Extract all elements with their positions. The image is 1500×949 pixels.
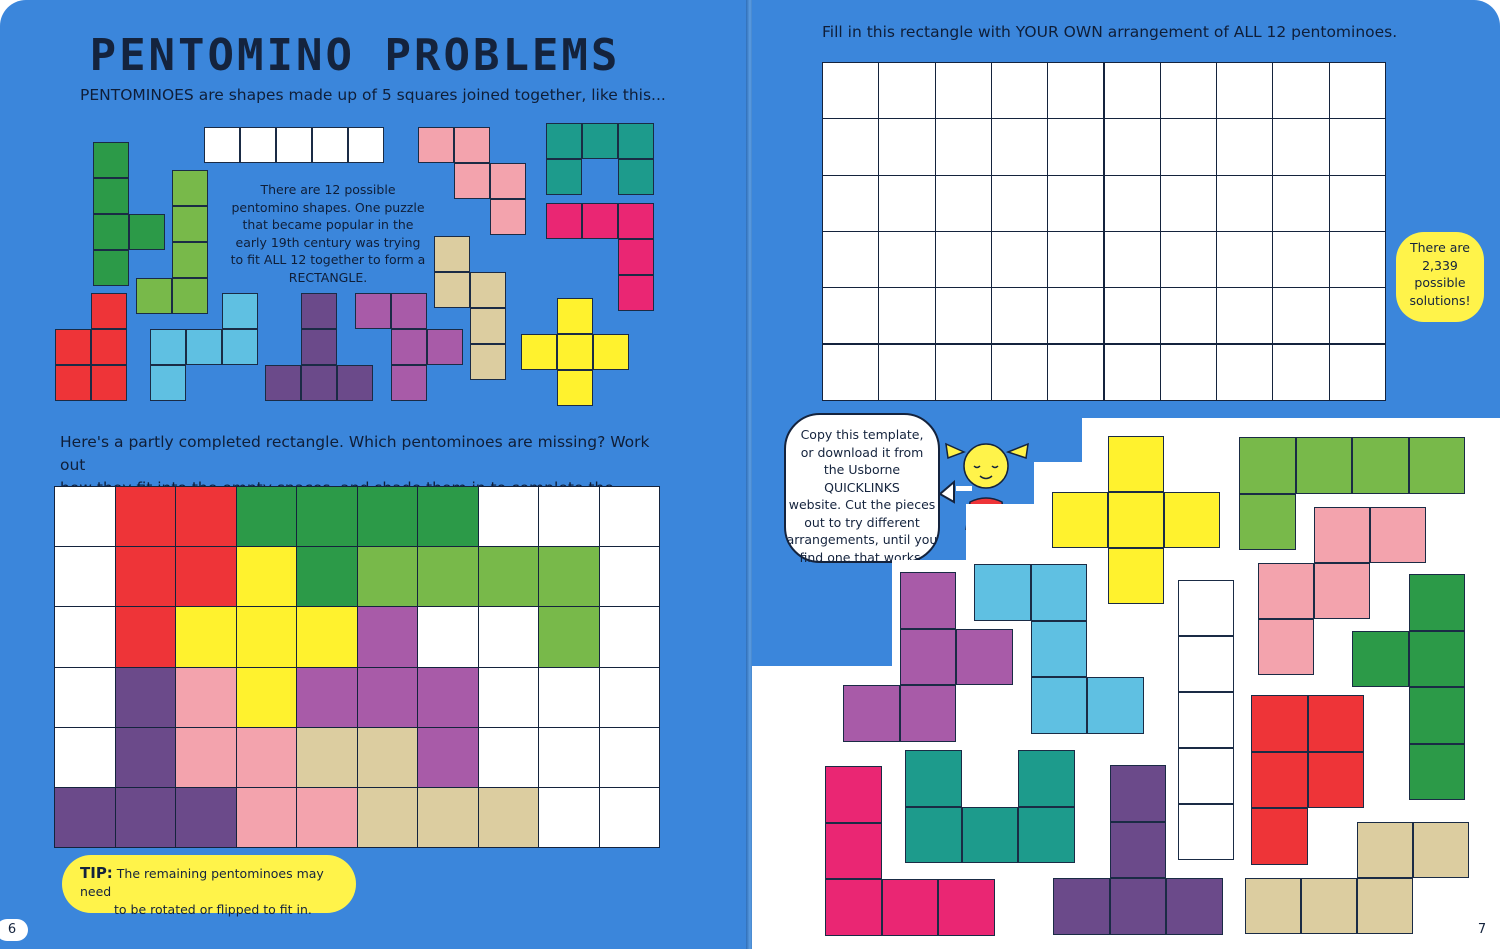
template-instructions: Fill in this rectangle with YOUR OWN arrangement of ALL 12 pentominoes. <box>822 23 1398 41</box>
pentomino-square <box>1409 437 1466 494</box>
pentomino-square <box>1314 563 1370 619</box>
pentomino-square <box>348 127 384 163</box>
pentomino-square <box>222 293 258 329</box>
page-title: PENTOMINO PROBLEMS <box>89 30 621 81</box>
pentomino-note: There are 12 possible pentomino shapes. One puzzle that became popular in the early 19th century was trying to fit ALL 12 together to form a RECTANGLE. <box>230 182 426 285</box>
speech-line-4: website. Cut the pieces <box>788 497 936 512</box>
grid-cell <box>599 787 661 848</box>
pentomino-square <box>1178 692 1234 748</box>
pentomino-square <box>1018 750 1075 807</box>
grid-cell <box>538 606 600 667</box>
speech-line-2: or download it from <box>800 444 924 460</box>
pentomino-square <box>1296 437 1353 494</box>
pentomino-square <box>172 206 208 242</box>
grid-cell <box>236 486 298 547</box>
grid-cell <box>115 486 177 547</box>
tip-box <box>62 855 356 917</box>
pentomino-square <box>434 272 470 308</box>
pentomino-square <box>150 365 186 401</box>
pentomino-square <box>1314 507 1370 563</box>
pentomino-square <box>91 329 127 365</box>
grid-cell <box>417 486 479 547</box>
pentomino-square <box>93 214 129 250</box>
pentomino-square <box>1357 878 1413 934</box>
pentomino-square <box>1166 878 1223 935</box>
pentomino-square <box>618 123 654 159</box>
pentomino-square <box>136 278 172 314</box>
pentomino-square <box>1357 822 1413 878</box>
pentomino-square <box>470 308 506 344</box>
grid-cell <box>357 606 419 667</box>
pentomino-square <box>1352 631 1409 688</box>
pentomino-square <box>900 629 957 686</box>
pentomino-square <box>1087 677 1144 734</box>
pentomino-square <box>882 879 939 936</box>
pentomino-square <box>434 236 470 272</box>
grid-cell <box>175 727 237 788</box>
grid-cell <box>417 667 479 728</box>
pentomino-square <box>490 163 526 199</box>
pentomino-square <box>1110 878 1167 935</box>
pentomino-square <box>1413 822 1469 878</box>
pentomino-square <box>521 334 557 370</box>
grid-cell <box>599 606 661 667</box>
grid-cell <box>417 787 479 848</box>
pentomino-square <box>1251 808 1308 865</box>
pentomino-square <box>470 272 506 308</box>
grid-cell <box>296 546 358 607</box>
pentomino-square <box>454 163 490 199</box>
grid-cell <box>115 787 177 848</box>
pentomino-square <box>1108 436 1164 492</box>
grid-cell <box>417 606 479 667</box>
grid-cell <box>478 546 540 607</box>
grid-cell <box>478 727 540 788</box>
grid-cell <box>357 486 419 547</box>
pentomino-square <box>55 365 91 401</box>
pentomino-square <box>301 329 337 365</box>
pentomino-square <box>938 879 995 936</box>
pentomino-square <box>391 365 427 401</box>
pentomino-square <box>974 564 1031 621</box>
pentomino-square <box>618 275 654 311</box>
pentomino-square <box>1178 580 1234 636</box>
grid-cell <box>54 727 116 788</box>
pentomino-square <box>93 178 129 214</box>
pentomino-square <box>557 370 593 406</box>
pentomino-square <box>1018 807 1075 864</box>
pentomino-square <box>956 629 1013 686</box>
pentomino-square <box>91 293 127 329</box>
grid-cell <box>175 606 237 667</box>
grid-cell <box>175 787 237 848</box>
grid-cell <box>357 546 419 607</box>
tip-text-line-1: The remaining pentominoes may need <box>80 866 324 899</box>
pentomino-square <box>427 329 463 365</box>
pentomino-square <box>1308 695 1365 752</box>
grid-cell <box>115 727 177 788</box>
grid-cell <box>538 727 600 788</box>
pentomino-square <box>900 572 957 629</box>
pentomino-square <box>186 329 222 365</box>
pentomino-square <box>1110 765 1167 822</box>
grid-cell <box>236 727 298 788</box>
pentomino-square <box>546 123 582 159</box>
instructions-line-1: Here's a partly completed rectangle. Which pentominoes are missing? Work out <box>60 433 650 474</box>
pentomino-square <box>172 278 208 314</box>
grid-cell <box>538 546 600 607</box>
pentomino-square <box>546 203 582 239</box>
grid-cell <box>478 787 540 848</box>
pentomino-square <box>204 127 240 163</box>
pentomino-square <box>1409 687 1466 744</box>
pentomino-square <box>172 242 208 278</box>
solutions-line-3: possible <box>1414 275 1466 290</box>
pentomino-square <box>843 685 900 742</box>
grid-cell <box>417 546 479 607</box>
pentomino-square <box>276 127 312 163</box>
pentomino-square <box>825 766 882 823</box>
pentomino-square <box>1301 878 1357 934</box>
grid-cell <box>357 727 419 788</box>
pentomino-square <box>129 214 165 250</box>
grid-cell <box>115 667 177 728</box>
pentomino-square <box>1258 619 1314 675</box>
intro-text: PENTOMINOES are shapes made up of 5 squares joined together, like this... <box>80 86 666 104</box>
pentomino-square <box>301 365 337 401</box>
grid-cell <box>115 606 177 667</box>
grid-cell <box>296 727 358 788</box>
pentomino-square <box>557 334 593 370</box>
grid-cell <box>296 606 358 667</box>
grid-cell <box>175 486 237 547</box>
pentomino-square <box>1052 492 1108 548</box>
pentomino-square <box>618 203 654 239</box>
pentomino-square <box>91 365 127 401</box>
grid-cell <box>296 787 358 848</box>
grid-cell <box>54 667 116 728</box>
speech-line-6: arrangements, until you <box>786 532 938 547</box>
pentomino-square <box>905 750 962 807</box>
pentomino-square <box>1352 437 1409 494</box>
pentomino-square <box>1031 621 1088 678</box>
grid-cell <box>478 486 540 547</box>
grid-cell <box>538 486 600 547</box>
speech-line-1: Copy this template, <box>800 427 924 442</box>
solutions-line-4: solutions! <box>1409 292 1471 308</box>
pentomino-square <box>1245 878 1301 934</box>
pentomino-square <box>1053 878 1110 935</box>
solutions-line-1: There are <box>1410 240 1470 255</box>
pentomino-square <box>1409 574 1466 631</box>
grid-cell <box>54 787 116 848</box>
pentomino-square <box>1178 636 1234 692</box>
grid-cell <box>296 486 358 547</box>
pentomino-square <box>1031 564 1088 621</box>
grid-cell <box>236 667 298 728</box>
grid-cell <box>357 667 419 728</box>
pentomino-square <box>546 159 582 195</box>
grid-cell <box>175 546 237 607</box>
pentomino-square <box>962 807 1019 864</box>
grid-cell <box>599 486 661 547</box>
grid-cell <box>54 546 116 607</box>
pentomino-square <box>1251 752 1308 809</box>
pentomino-square <box>355 293 391 329</box>
pentomino-square <box>454 127 490 163</box>
pentomino-square <box>391 329 427 365</box>
grid-cell <box>538 667 600 728</box>
pentomino-square <box>1110 822 1167 879</box>
pentomino-square <box>618 159 654 195</box>
speech-line-3: the Usborne QUICKLINKS <box>823 462 901 495</box>
pentomino-square <box>825 879 882 936</box>
pentomino-square <box>1108 492 1164 548</box>
right-page <box>752 0 1500 949</box>
grid-cell <box>175 667 237 728</box>
grid-cell <box>538 787 600 848</box>
pentomino-square <box>240 127 276 163</box>
pentomino-square <box>582 123 618 159</box>
pentomino-square <box>1251 695 1308 752</box>
speech-line-7: find one that works. <box>799 549 925 565</box>
pentomino-square <box>312 127 348 163</box>
pentomino-square <box>222 329 258 365</box>
pentomino-square <box>1409 631 1466 688</box>
grid-cell <box>54 606 116 667</box>
pentomino-square <box>418 127 454 163</box>
pentomino-square <box>55 329 91 365</box>
grid-cell <box>478 606 540 667</box>
pentomino-square <box>900 685 957 742</box>
grid-cell <box>599 546 661 607</box>
grid-cell <box>236 787 298 848</box>
grid-cell <box>478 667 540 728</box>
pentomino-square <box>337 365 373 401</box>
speech-line-5: out to try different <box>804 514 920 530</box>
grid-cell <box>599 667 661 728</box>
pentomino-square <box>1370 507 1426 563</box>
pentomino-square <box>1239 494 1296 551</box>
pentomino-square <box>1409 744 1466 801</box>
grid-cell <box>54 486 116 547</box>
pentomino-square <box>582 203 618 239</box>
pentomino-square <box>1108 548 1164 604</box>
pentomino-square <box>593 334 629 370</box>
grid-cell <box>357 787 419 848</box>
pentomino-square <box>391 293 427 329</box>
pentomino-square <box>150 329 186 365</box>
tip-text-line-2: to be rotated or flipped to fit in. <box>114 902 312 917</box>
pentomino-square <box>905 807 962 864</box>
pentomino-square <box>1164 492 1220 548</box>
pentomino-square <box>93 250 129 286</box>
pentomino-square <box>172 170 208 206</box>
pentomino-square <box>470 344 506 380</box>
pentomino-square <box>1239 437 1296 494</box>
grid-cell <box>417 727 479 788</box>
grid-cell <box>599 727 661 788</box>
pentomino-square <box>93 142 129 178</box>
grid-cell <box>236 546 298 607</box>
pentomino-square <box>825 823 882 880</box>
pentomino-square <box>1178 748 1234 804</box>
tip-label: TIP: <box>80 864 113 882</box>
pentomino-square <box>557 298 593 334</box>
pentomino-square <box>618 239 654 275</box>
pentomino-square <box>490 199 526 235</box>
page-number-right: 7 <box>1466 919 1498 941</box>
pentomino-square <box>1308 752 1365 809</box>
pentomino-square <box>1178 804 1234 860</box>
grid-cell <box>236 606 298 667</box>
left-page <box>0 0 748 949</box>
pentomino-square <box>1258 563 1314 619</box>
pentomino-square <box>1031 677 1088 734</box>
page-number-left: 6 <box>0 919 28 941</box>
grid-cell <box>115 546 177 607</box>
pentomino-square <box>265 365 301 401</box>
pentomino-square <box>301 293 337 329</box>
grid-cell <box>296 667 358 728</box>
solutions-line-2: 2,339 <box>1422 257 1458 273</box>
